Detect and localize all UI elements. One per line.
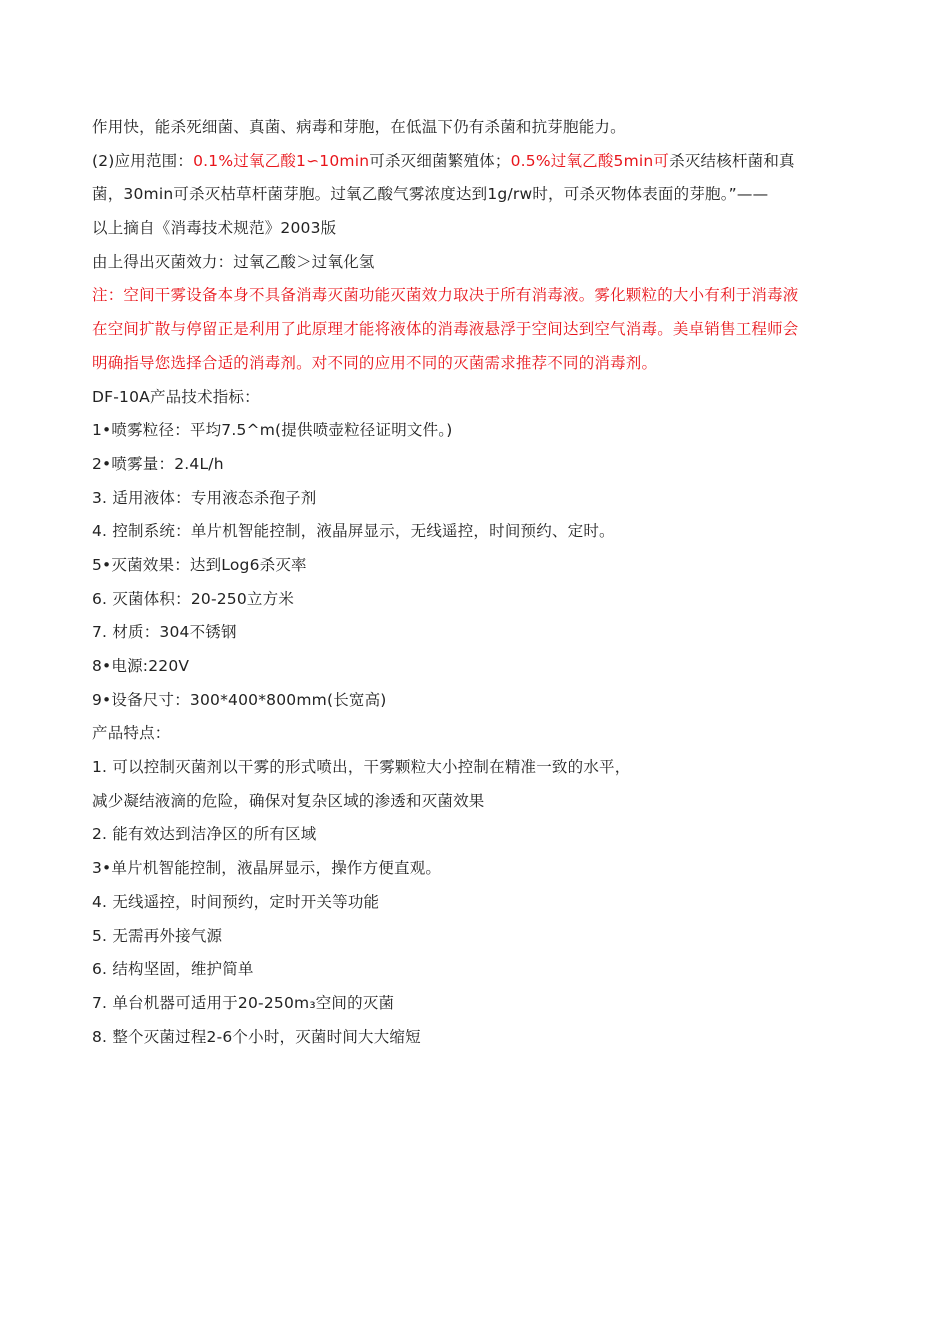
spec-item: 3. 适用液体：专用液态杀孢子剂 (92, 488, 317, 507)
spec-item: 4. 控制系统：单片机智能控制，液晶屏显示，无线遥控，时间预约、定时。 (92, 522, 615, 541)
specs-heading: DF-10A产品技术指标： (92, 387, 260, 406)
feature-item: 1. 可以控制灭菌剂以干雾的形式喷出，干雾颗粒大小控制在精准一致的水平， (92, 758, 631, 777)
application-range-text-1: 可杀灭细菌繁殖体； (369, 151, 511, 170)
spec-item: 2•喷雾量：2.4L/h (92, 454, 224, 473)
application-range-label: (2)应用范围： (92, 151, 194, 170)
spec-item: 9•设备尺寸：300*400*800mm(长宽高) (92, 690, 387, 709)
note-line-1: 注：空间干雾设备本身不具备消毒灭菌功能灭菌效力取决于所有消毒液。雾化颗粒的大小有利于消毒液 (92, 286, 799, 305)
application-range-text-2: 杀灭结核杆菌和真 (669, 151, 795, 170)
paragraph-conclusion: 由上得出灭菌效力：过氧乙酸＞过氧化氢 (92, 252, 375, 271)
paragraph-application-range-cont: 菌，30min可杀灭枯草杆菌芽胞。过氧乙酸气雾浓度达到1g/rw时，可杀灭物体表面的芽胞。”—— (92, 185, 769, 204)
spec-item: 1•喷雾粒径：平均7.5^m(提供喷壶粒径证明文件。) (92, 421, 453, 440)
note-line-3: 明确指导您选择合适的消毒剂。对不同的应用不同的灭菌需求推荐不同的消毒剂。 (92, 353, 658, 372)
feature-item: 减少凝结液滴的危险，确保对复杂区域的渗透和灭菌效果 (92, 791, 485, 810)
spec-item: 6. 灭菌体积：20-250立方米 (92, 589, 295, 608)
feature-item: 3•单片机智能控制，液晶屏显示，操作方便直观。 (92, 859, 442, 878)
feature-item: 2. 能有效达到洁净区的所有区域 (92, 825, 317, 844)
features-heading: 产品特点： (92, 724, 171, 743)
feature-item: 7. 单台机器可适用于20-250m₃空间的灭菌 (92, 993, 395, 1012)
document-page (92, 116, 872, 1059)
paragraph-efficacy: 作用快，能杀死细菌、真菌、病毒和芽胞，在低温下仍有杀菌和抗芽胞能力。 (92, 118, 626, 136)
feature-item: 5. 无需再外接气源 (92, 926, 223, 945)
spec-item: 5•灭菌效果：达到Log6杀灭率 (92, 555, 307, 574)
highlight-concentration-2: 0.5%过氧乙酸5min可 (510, 151, 670, 170)
spec-item: 8•电源:220V (92, 657, 190, 675)
feature-item: 4. 无线遥控，时间预约，定时开关等功能 (92, 892, 380, 911)
feature-item: 6. 结构坚固，维护简单 (92, 960, 254, 979)
note-line-2: 在空间扩散与停留正是利用了此原理才能将液体的消毒液悬浮于空间达到空气消毒。美卓销售工程师会 (92, 320, 799, 339)
paragraph-application-range (92, 150, 872, 184)
paragraph-source-citation: 以上摘自《消毒技术规范》2003版 (92, 219, 337, 238)
spec-item: 7. 材质：304不锈钢 (92, 623, 237, 642)
feature-item: 8. 整个灭菌过程2-6个小时，灭菌时间大大缩短 (92, 1027, 421, 1046)
highlight-concentration-1: 0.1%过氧乙酸1∽10min (193, 151, 370, 170)
